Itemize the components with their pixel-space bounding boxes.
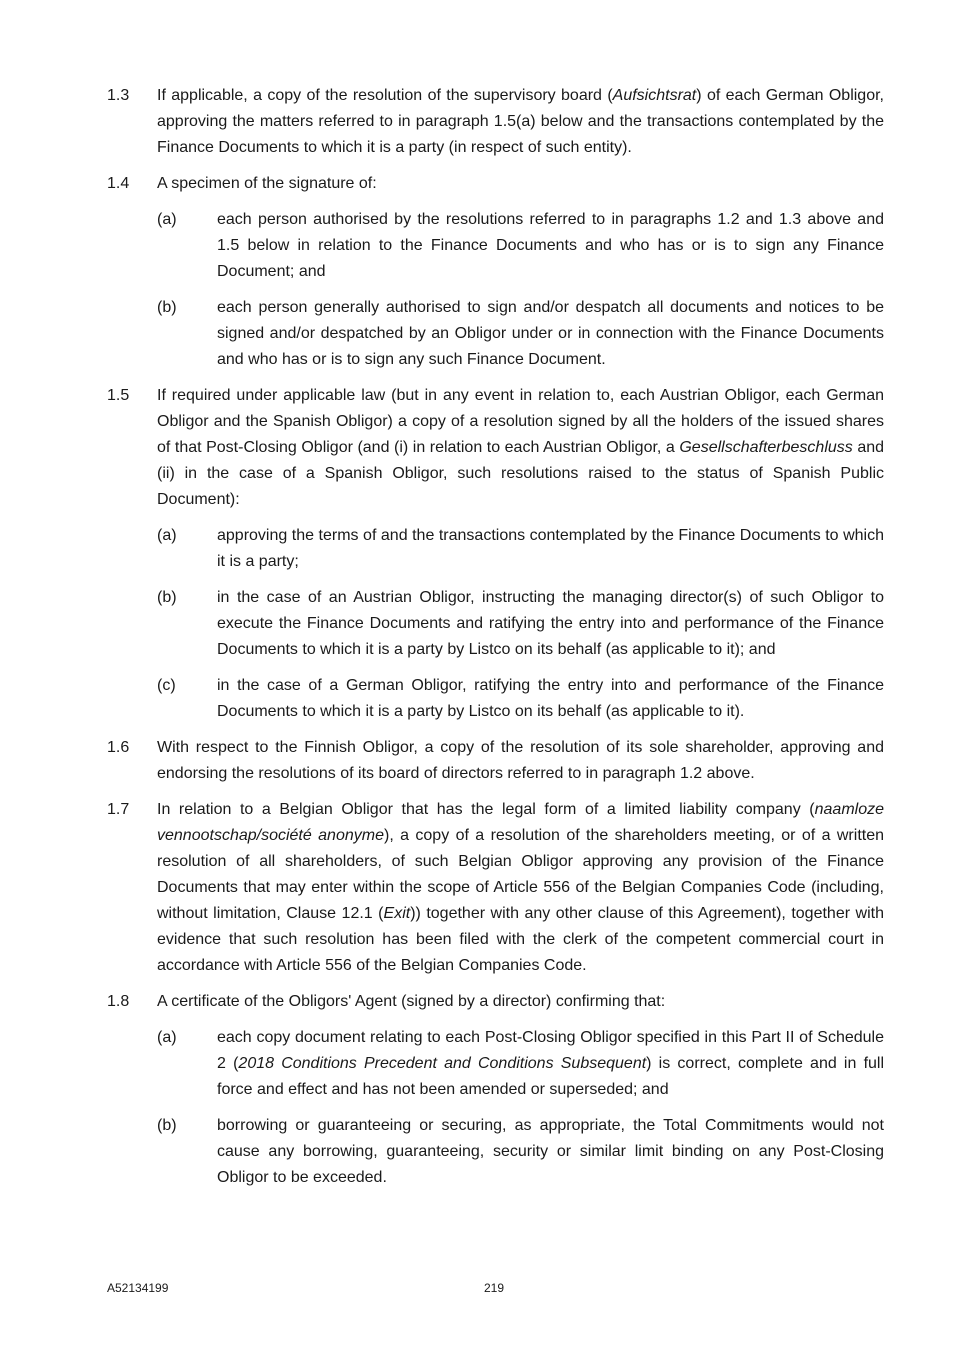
clause-number: 1.8: [107, 993, 130, 1010]
clause-text: [157, 797, 884, 979]
subclause-number: (b): [157, 589, 177, 606]
clause-1-4-b: [157, 295, 884, 373]
text-run: If applicable, a copy of the resolution of the supervisory board (: [157, 87, 613, 104]
subclause-number: (a): [157, 211, 177, 228]
subclause-text: borrowing or guaranteeing or securing, as appropriate, the Total Commitments would not cause any borrowing, guaranteeing, security or similar limit binding on any Post-Closing Obligor to be exceeded.: [217, 1117, 884, 1186]
clause-text: A certificate of the Obligors' Agent (signed by a director) confirming that:: [157, 993, 666, 1010]
clause-1-5-a: [157, 523, 884, 575]
clause-1-5: [107, 383, 884, 513]
subclause-number: (b): [157, 299, 177, 316]
text-run: ) of each German Obligor, approving the matters referred to in paragraph 1.5(a) below and the transactions contemplated by the Finance Documents to which it is a party (in respect of such entity).: [157, 87, 884, 156]
subclause-text: in the case of an Austrian Obligor, instructing the managing director(s) of such Obligor to execute the Finance Documents and ratifying the entry into and performance of the Finance Documents to which it is a party by Listco on its behalf (as applicable to it); and: [217, 589, 884, 658]
clause-1-8-b: [157, 1113, 884, 1191]
text-run: In relation to a Belgian Obligor that has the legal form of a limited liability company (: [157, 801, 815, 818]
text-run: each copy document relating to each Post-Closing Obligor specified in this Part II of Schedule 2 (: [217, 1029, 884, 1072]
subclause-number: (a): [157, 1029, 177, 1046]
clause-number: 1.6: [107, 739, 130, 756]
subclause-text: in the case of a German Obligor, ratifying the entry into and performance of the Finance Documents to which it is a party by Listco on its behalf (as applicable to it).: [217, 677, 884, 720]
italic-term: 2018 Conditions Precedent and Conditions Subsequent: [238, 1055, 647, 1072]
clause-number: 1.4: [107, 175, 130, 192]
clause-1-8: [107, 989, 884, 1015]
subclause-text: each person authorised by the resolutions referred to in paragraphs 1.2 and 1.3 above and 1.5 below in relation to the Finance Documents and who has or is to sign any Finance Document; and: [217, 211, 884, 280]
text-run: ) is correct, complete and in full force and effect and has not been amended or superseded; and: [217, 1055, 885, 1098]
subclause-text: [217, 1025, 884, 1103]
text-run: and (ii) in the case of a Spanish Obligor, such resolutions raised to the status of Spanish Public Document):: [157, 439, 885, 508]
clause-1-4: [107, 171, 884, 197]
clause-number: 1.3: [107, 87, 130, 104]
clause-text: [157, 83, 884, 161]
clause-1-7: [107, 797, 884, 979]
text-run: If required under applicable law (but in any event in relation to, each Austrian Obligor, each German Obligor and the Spanish Obligor) a copy of a resolution signed by all the holders of the issued shares of that Post-Closing Obligor (and (i) in relation to each Austrian Obligor, a: [157, 387, 884, 456]
subclause-text: each person generally authorised to sign and/or despatch all documents and notices to be signed and/or despatched by an Obligor under or in connection with the Finance Documents and who has or is to sign any such Finance Document.: [217, 299, 884, 368]
page-number: 219: [484, 1281, 505, 1295]
italic-term: Aufsichtsrat: [612, 87, 697, 104]
clause-1-3: [107, 83, 884, 161]
italic-term: naamloze vennootschap/société anonyme: [157, 801, 884, 844]
text-run: )) together with any other clause of this Agreement), together with evidence that such resolution has been filed with the clerk of the competent commercial court in accordance with Article 556 of the Belgian Companies Code.: [157, 905, 884, 974]
subclause-number: (c): [157, 677, 176, 694]
clause-1-4-a: [157, 207, 884, 285]
text-run: ), a copy of a resolution of the shareholders meeting, or of a written resolution of all shareholders, of such Belgian Obligor approving any provision of the Finance Documents that may enter within the scope of Article 556 of the Belgian Companies Code (including, without limitation, Clause 12.1 (: [157, 827, 885, 922]
clause-text: [157, 383, 884, 513]
clause-number: 1.7: [107, 801, 130, 818]
document-reference: A52134199: [107, 1281, 169, 1295]
clause-1-8-a: [157, 1025, 884, 1103]
clause-text: With respect to the Finnish Obligor, a copy of the resolution of its sole shareholder, approving and endorsing the resolutions of its board of directors referred to in paragraph 1.2 above.: [157, 739, 884, 782]
clause-number: 1.5: [107, 387, 130, 404]
clause-text: A specimen of the signature of:: [157, 175, 377, 192]
clause-1-6: [107, 735, 884, 787]
clause-1-5-b: [157, 585, 884, 663]
subclause-number: (b): [157, 1117, 177, 1134]
italic-term: Exit: [383, 905, 411, 922]
italic-term: Gesellschafterbeschluss: [679, 439, 853, 456]
subclause-text: approving the terms of and the transactions contemplated by the Finance Documents to which it is a party;: [217, 527, 884, 570]
subclause-number: (a): [157, 527, 177, 544]
clause-1-5-c: [157, 673, 884, 725]
